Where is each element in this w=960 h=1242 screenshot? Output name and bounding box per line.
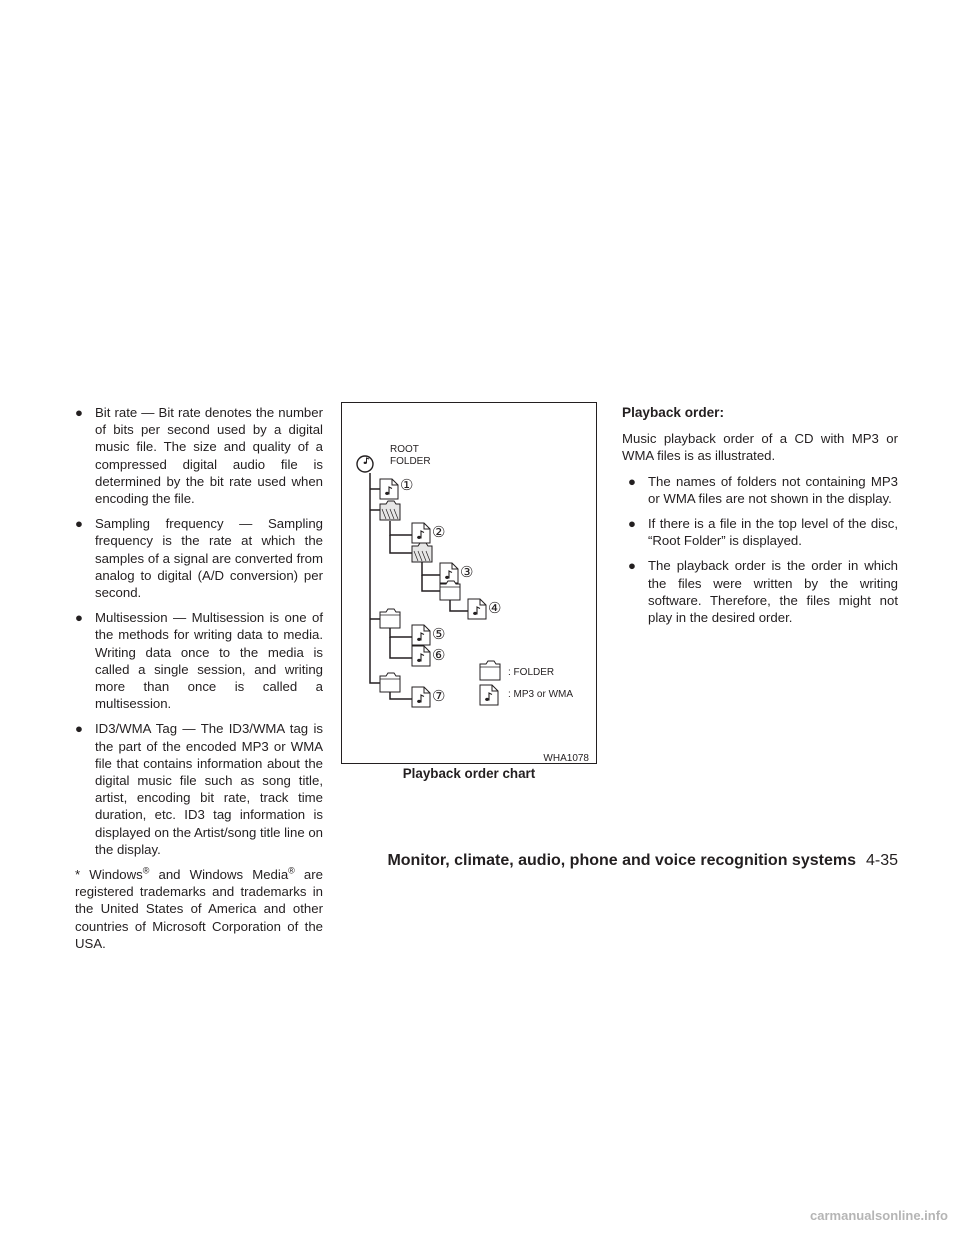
legend-folder-label: : FOLDER — [508, 667, 555, 678]
music-file-icon — [412, 625, 430, 645]
page-number: 4-35 — [865, 852, 898, 869]
left-column — [75, 404, 323, 960]
list-item — [75, 404, 323, 507]
order-number: ⑦ — [432, 688, 446, 705]
figure-code: WHA1078 — [543, 753, 589, 763]
list-item — [628, 473, 898, 507]
folder-icon — [412, 543, 432, 562]
root-label-line2: FOLDER — [390, 456, 431, 467]
folder-icon — [380, 501, 400, 520]
bullet-icon: ● — [75, 405, 83, 420]
list-item — [75, 515, 323, 601]
list-item-text: Multisession — Multisession is one of the methods for writing data to media. Writing data once to the media is called a single session, and writing more than once is called a multisession. — [95, 610, 323, 712]
list-item-text: Bit rate — Bit rate denotes the number of bits per second used by a digital music file. The size and quality of a compressed digital audio file is determined by the bit rate used when encoding the file. — [95, 405, 323, 507]
order-number: ④ — [488, 600, 502, 617]
list-item — [75, 609, 323, 712]
footer-section-title: Monitor, climate, audio, phone and voice recognition systems — [387, 852, 856, 869]
bullet-icon: ● — [628, 558, 636, 574]
bullet-icon: ● — [628, 473, 636, 489]
bullet-icon: ● — [75, 721, 83, 737]
root-folder-icon — [357, 456, 373, 472]
intro-paragraph: Music playback order of a CD with MP3 or WMA files is as illustrated. — [622, 431, 898, 464]
bullet-list — [622, 473, 898, 627]
list-item — [628, 515, 898, 549]
order-number: ⑥ — [432, 647, 446, 664]
bullet-icon: ● — [75, 516, 83, 532]
watermark: carmanualsonline.info — [810, 1208, 948, 1223]
music-file-icon — [412, 687, 430, 707]
order-number: ② — [432, 524, 446, 541]
order-number: ① — [400, 477, 414, 494]
trademark-note: * Windows® and Windows Media® are registered trademarks and trademarks in the United States of America and other countries of Microsoft Corporation of the USA. — [75, 865, 323, 951]
playback-order-figure — [341, 402, 597, 764]
music-file-icon — [468, 599, 486, 619]
right-column — [622, 404, 898, 634]
legend-file-label: : MP3 or WMA — [508, 689, 574, 700]
root-label-line1: ROOT — [390, 444, 419, 455]
list-item-text: Sampling frequency — Sampling frequency is the rate at which the samples of a signal are converted from analog to digital (A/D conversion) per second. — [95, 516, 323, 601]
figure-caption: Playback order chart — [402, 766, 536, 781]
list-item-text: The names of folders not containing MP3 or WMA files are not shown in the display. — [648, 473, 898, 506]
list-item-text: If there is a file in the top level of the disc, “Root Folder” is displayed. — [648, 516, 898, 549]
folder-icon — [380, 609, 400, 628]
legend-folder-icon — [480, 661, 500, 680]
section-heading: Playback order: — [622, 405, 724, 420]
folder-icon — [380, 673, 400, 692]
music-file-icon — [412, 646, 430, 666]
bullet-icon: ● — [628, 516, 636, 532]
music-file-icon — [380, 479, 398, 499]
legend-file-icon — [480, 685, 498, 705]
bullet-icon: ● — [75, 610, 83, 626]
list-item — [75, 720, 323, 858]
folder-icon — [440, 581, 460, 600]
order-number: ③ — [460, 564, 474, 581]
list-item-text: ID3/WMA Tag — The ID3/WMA tag is the part of the encoded MP3 or WMA file that contains information about the digital music file such as song title, artist, encoding bit rate, track time duration, etc. ID3 tag information is displayed on the Artist/song title line on the display. — [95, 721, 323, 857]
page-footer — [0, 852, 898, 870]
order-number: ⑤ — [432, 626, 446, 643]
music-file-icon — [412, 523, 430, 543]
list-item-text: The playback order is the order in which the files were written by the writing software. Therefore, the files might not play in the desired order. — [648, 558, 898, 626]
list-item — [628, 557, 898, 626]
music-file-icon — [440, 563, 458, 583]
